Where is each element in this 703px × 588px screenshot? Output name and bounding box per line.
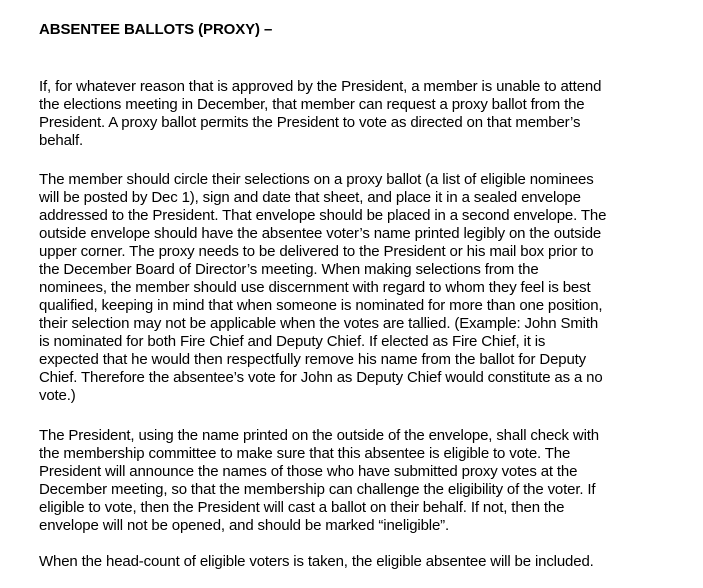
text-line: qualified, keeping in mind that when someone is nominated for more than one position, <box>39 297 603 314</box>
text-line: their selection may not be applicable when the votes are tallied. (Example: John Smith <box>39 315 599 332</box>
text-line: behalf. <box>39 132 83 149</box>
text-line: addressed to the President. That envelope should be placed in a second envelope. The <box>39 207 607 224</box>
text-line: expected that he would then respectfully remove his name from the ballot for Deputy <box>39 351 587 368</box>
text-line: will be posted by Dec 1), sign and date that sheet, and place it in a sealed envelope <box>39 189 581 206</box>
text-line: eligible to vote, then the President will cast a ballot on their behalf. If not, then the <box>39 499 565 516</box>
paragraph-proxy-procedure <box>39 171 606 405</box>
section-heading: ABSENTEE BALLOTS (PROXY) – <box>39 21 273 38</box>
text-line: envelope will not be opened, and should be marked “ineligible”. <box>39 517 449 534</box>
text-line: December meeting, so that the membership can challenge the eligibility of the voter. If <box>39 481 596 498</box>
text-line: the membership committee to make sure that this absentee is eligible to vote. The <box>39 445 571 462</box>
text-line: When the head-count of eligible voters is taken, the eligible absentee will be included. <box>39 553 594 570</box>
text-line: the elections meeting in December, that member can request a proxy ballot from the <box>39 96 585 113</box>
text-line: If, for whatever reason that is approved by the President, a member is unable to attend <box>39 78 602 95</box>
text-line: upper corner. The proxy needs to be delivered to the President or his mail box prior to <box>39 243 594 260</box>
text-line: the December Board of Director’s meeting. When making selections from the <box>39 261 539 278</box>
text-line: The President, using the name printed on the outside of the envelope, shall check with <box>39 427 599 444</box>
text-line: Chief. Therefore the absentee’s vote for John as Deputy Chief would constitute as a no <box>39 369 603 386</box>
text-line: vote.) <box>39 387 76 404</box>
text-line: President will announce the names of those who have submitted proxy votes at the <box>39 463 578 480</box>
text-line: The member should circle their selections on a proxy ballot (a list of eligible nominees <box>39 171 594 188</box>
text-line: nominees, the member should use discernment with regard to whom they feel is best <box>39 279 591 296</box>
text-line: President. A proxy ballot permits the President to vote as directed on that member’s <box>39 114 581 131</box>
paragraph-eligibility-check <box>39 427 599 535</box>
text-line: outside envelope should have the absentee voter’s name printed legibly on the outside <box>39 225 602 242</box>
paragraph-head-count <box>39 553 594 571</box>
text-line: is nominated for both Fire Chief and Deputy Chief. If elected as Fire Chief, it is <box>39 333 546 350</box>
paragraph-proxy-request <box>39 78 601 150</box>
